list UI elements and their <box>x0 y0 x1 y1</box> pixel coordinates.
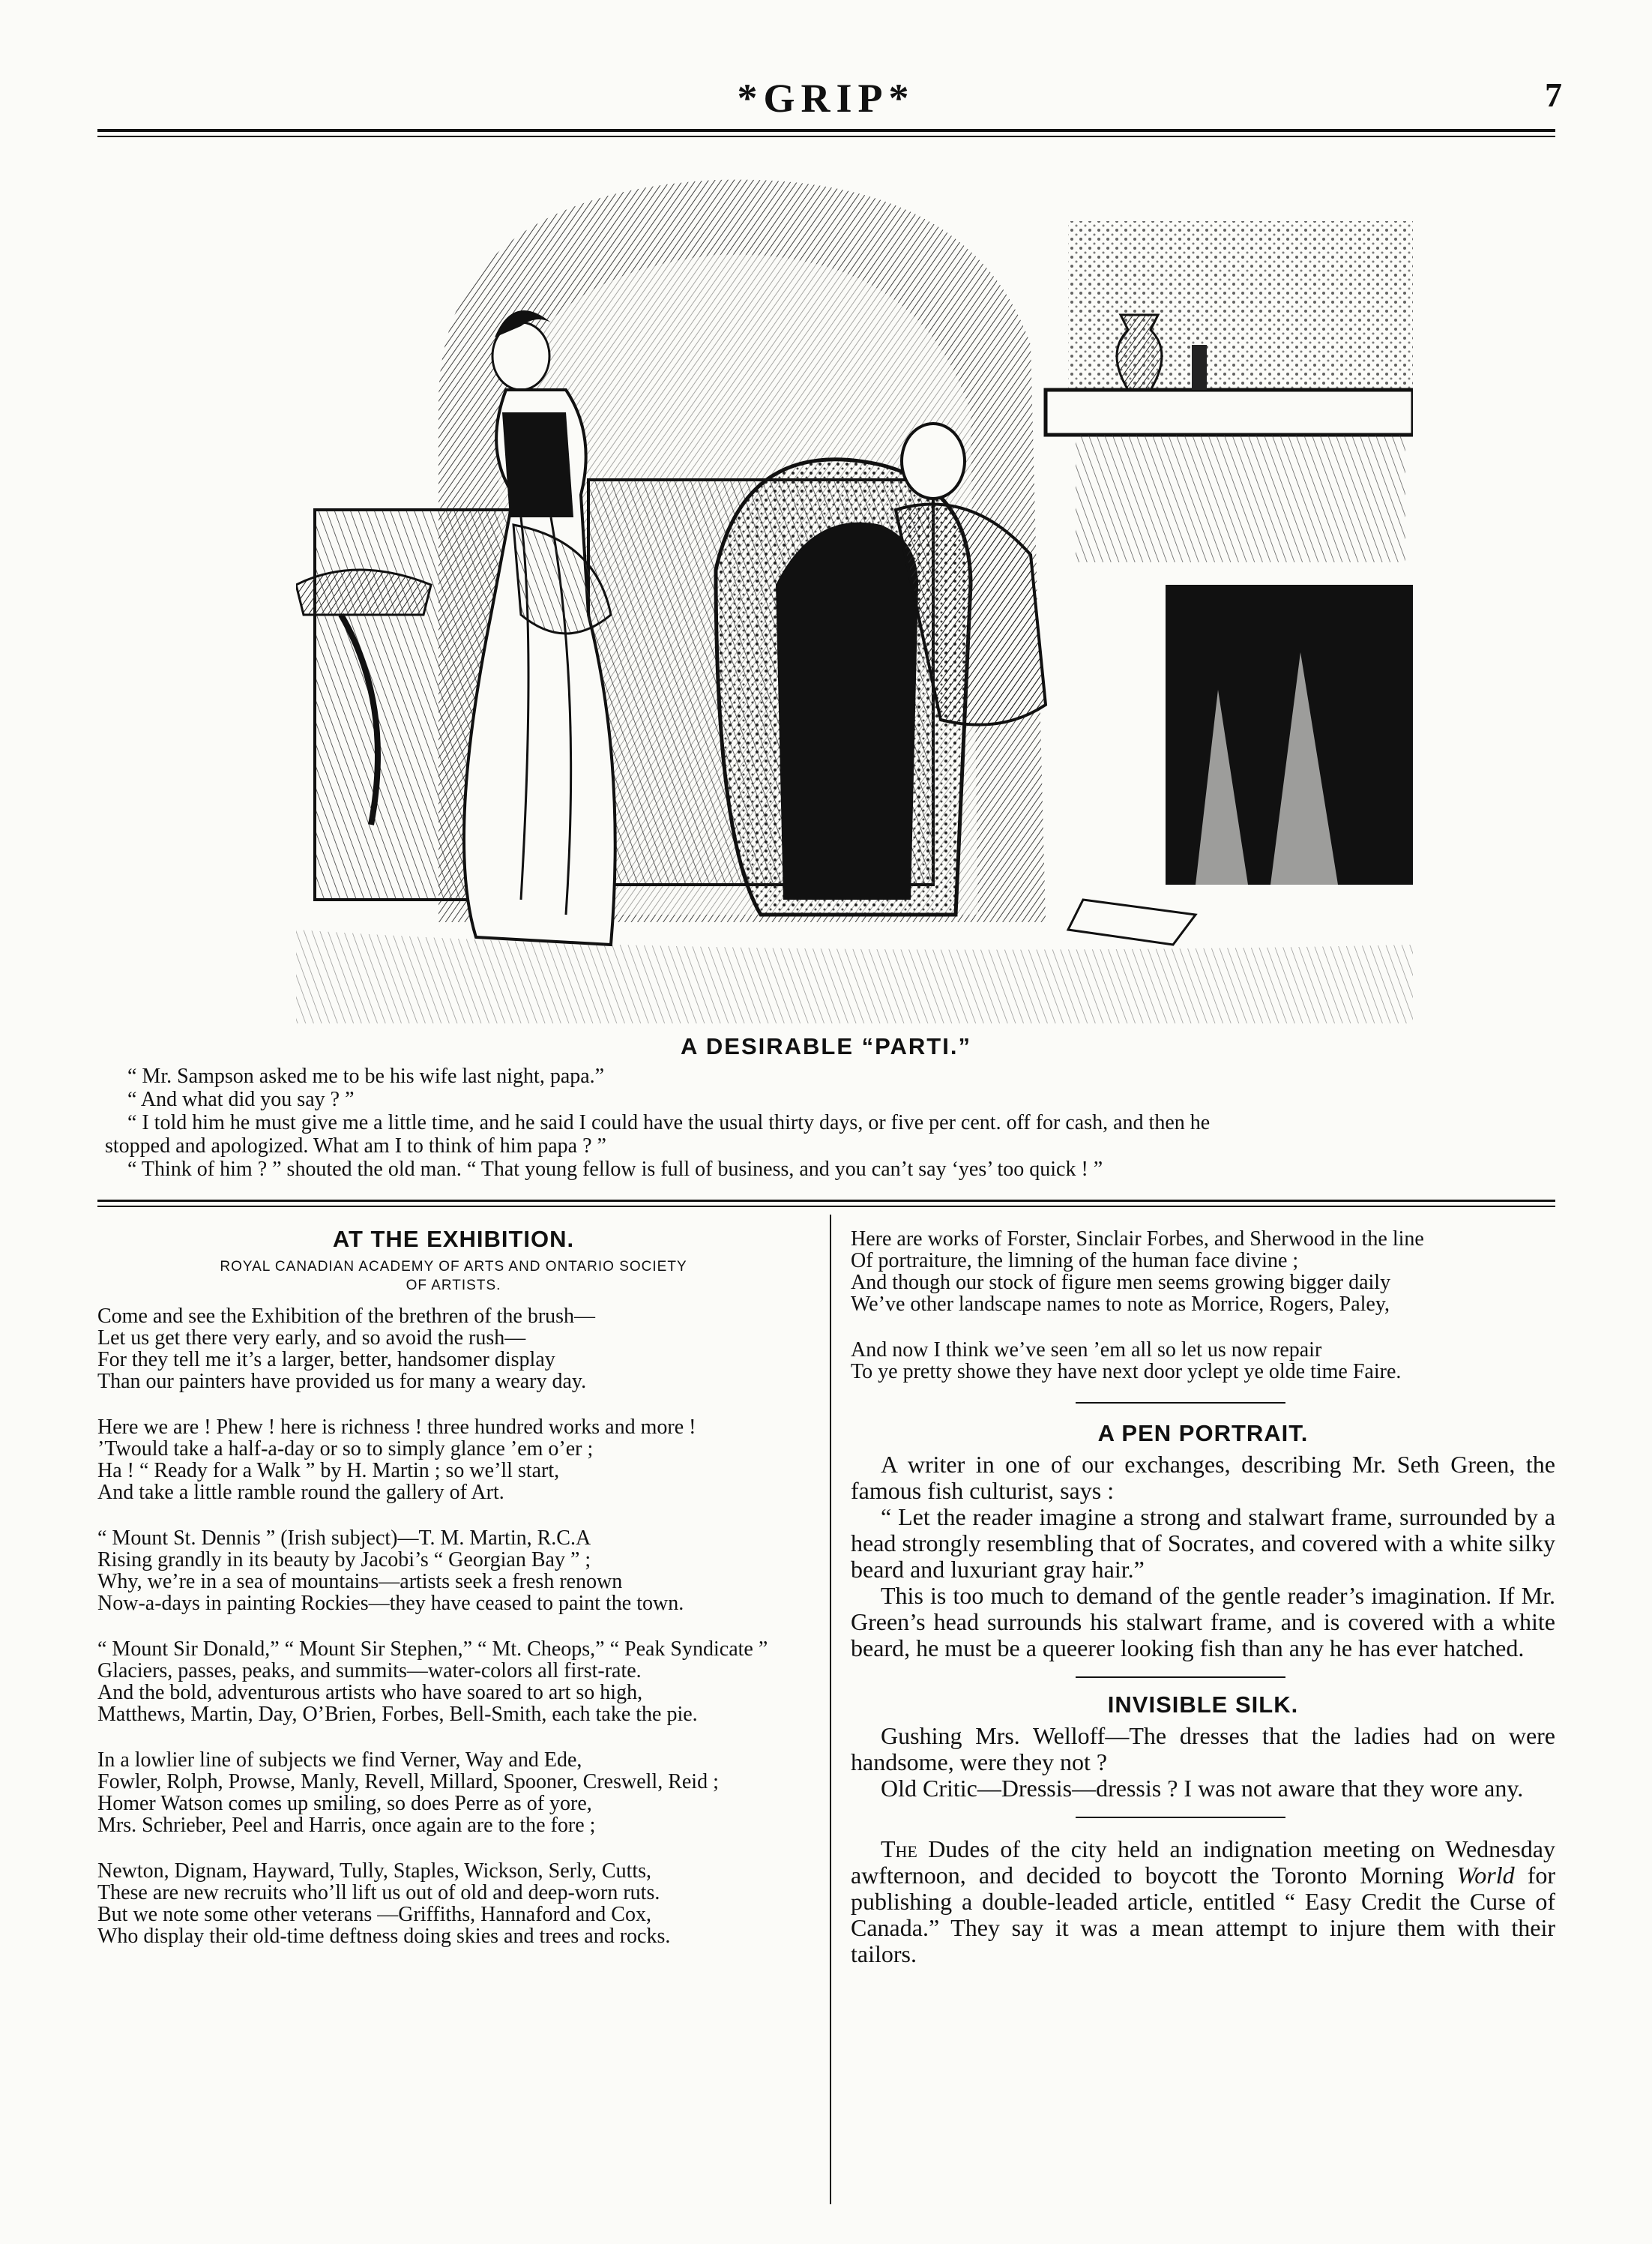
poem-line: And though our stock of figure men seems growing bigger daily <box>851 1271 1391 1294</box>
pen-portrait-paragraph: A writer in one of our exchanges, describing Mr. Seth Green, the famous fish culturist, says : <box>851 1451 1555 1504</box>
header-rule-thin <box>97 136 1555 137</box>
poem-line: Than our painters have provided us for many a weary day. <box>97 1370 587 1393</box>
poem-stanza <box>97 1860 810 1947</box>
pen-portrait-paragraph: This is too much to demand of the gentle reader’s imagination. If Mr. Green’s head surrounds his stalwart frame, and is covered with a white beard, he must be a queerer looking fish than any he has ever hatched. <box>851 1582 1555 1661</box>
poem-line: “ Mount Sir Donald,” “ Mount Sir Stephen,” “ Mt. Cheops,” “ Peak Syndicate ” <box>97 1637 768 1661</box>
engraving-illustration <box>296 165 1413 1023</box>
poem-line: “ Mount St. Dennis ” (Irish subject)—T. M. Martin, R.C.A <box>97 1526 591 1550</box>
poem-line: ’Twould take a half-a-day or so to simply glance ’em o’er ; <box>97 1437 594 1461</box>
pen-portrait-quote: “ Let the reader imagine a strong and stalwart frame, surrounded by a head strongly resembling that of Socrates, and covered with a white silky beard and luxuriant gray hair.” <box>851 1503 1555 1583</box>
masthead: *GRIP* <box>737 76 915 121</box>
invisible-silk-paragraph: Gushing Mrs. Welloff—The dresses that the ladies had on were handsome, were they not ? <box>851 1722 1555 1775</box>
article-divider <box>1076 1817 1285 1818</box>
newspaper-name: World <box>1456 1862 1515 1889</box>
poem-line: Who display their old-time deftness doing skies and trees and rocks. <box>97 1925 671 1948</box>
illustration-dialog <box>105 1065 1555 1181</box>
poem-continued-stanza <box>851 1339 1555 1383</box>
left-column <box>97 1228 810 1947</box>
poem-line: Newton, Dignam, Hayward, Tully, Staples, Wickson, Serly, Cutts, <box>97 1859 652 1883</box>
poem-line: And now I think we’ve seen ’em all so let us now repair <box>851 1338 1322 1362</box>
poem-stanza <box>97 1416 810 1503</box>
poem-line: We’ve other landscape names to note as Morrice, Rogers, Paley, <box>851 1293 1390 1316</box>
invisible-silk-paragraph: Old Critic—Dressis—dressis ? I was not aware that they wore any. <box>881 1775 1524 1802</box>
section-rule-thick <box>97 1200 1555 1202</box>
article-divider <box>1076 1676 1285 1678</box>
poem-line: And the bold, adventurous artists who have soared to art so high, <box>97 1681 643 1704</box>
invisible-silk-title: INVISIBLE SILK. <box>1107 1691 1299 1718</box>
article-divider <box>1076 1402 1285 1404</box>
poem-stanza <box>97 1638 810 1725</box>
dudes-text: for publishing a double-leaded article, entitled “ Easy Credit the Curse of Canada.” They say it was a mean attempt to injure them with their tailors. <box>851 1862 1556 1967</box>
poem-line: And take a little ramble round the gallery of Art. <box>97 1481 504 1504</box>
dudes-text: Dudes of the city held an indignation meeting on Wednesday awfternoon, and decided to boycott the Toronto Morning <box>851 1835 1555 1889</box>
exhibition-title: AT THE EXHIBITION. <box>332 1226 575 1252</box>
poem-line: Now-a-days in painting Rockies—they have ceased to paint the town. <box>97 1592 684 1615</box>
dialog-line: stopped and apologized. What am I to think of him papa ? ” <box>105 1134 606 1158</box>
poem-stanza <box>97 1527 810 1614</box>
exhibition-subtitle: ROYAL CANADIAN ACADEMY OF ARTS AND ONTARIO SOCIETY <box>220 1259 687 1275</box>
poem-stanza <box>97 1749 810 1836</box>
dialog-line: “ Think of him ? ” shouted the old man. “ That young fellow is full of business, and you can’t say ‘yes’ too quick ! ” <box>127 1158 1103 1181</box>
poem-line: Why, we’re in a sea of mountains—artists seek a fresh renown <box>97 1570 623 1593</box>
poem-stanza <box>97 1305 810 1392</box>
poem-line: Rising grandly in its beauty by Jacobi’s “ Georgian Bay ” ; <box>97 1548 591 1571</box>
page-number: 7 <box>1545 76 1562 114</box>
dialog-line: “ And what did you say ? ” <box>127 1088 355 1111</box>
poem-line: But we note some other veterans —Griffiths, Hannaford and Cox, <box>97 1903 651 1926</box>
poem-line: Here are works of Forster, Sinclair Forbes, and Sherwood in the line <box>851 1227 1424 1251</box>
poem-line: Matthews, Martin, Day, O’Brien, Forbes, Bell-Smith, each take the pie. <box>97 1703 698 1726</box>
column-divider <box>830 1215 831 2204</box>
dialog-line: “ I told him he must give me a little time, and he said I could have the usual thirty days, or five per cent. off for cash, and then he <box>127 1111 1211 1134</box>
poem-line: Here we are ! Phew ! here is richness ! three hundred works and more ! <box>97 1416 696 1439</box>
poem-line: Ha ! “ Ready for a Walk ” by H. Martin ; so we’ll start, <box>97 1459 560 1482</box>
poem-line: To ye pretty showe they have next door yclept ye olde time Faire. <box>851 1360 1402 1383</box>
poem-continued-stanza <box>851 1228 1555 1315</box>
right-column <box>851 1228 1555 1967</box>
poem-line: Glaciers, passes, peaks, and summits—water-colors all first-rate. <box>97 1659 642 1682</box>
header-rule-thick <box>97 129 1555 132</box>
poem-line: These are new recruits who’ll lift us out of old and deep-worn ruts. <box>97 1881 660 1904</box>
poem-line: Come and see the Exhibition of the brethren of the brush— <box>97 1305 596 1328</box>
poem-line: Of portraiture, the limning of the human face divine ; <box>851 1249 1299 1272</box>
poem-line: Fowler, Rolph, Prowse, Manly, Revell, Millard, Spooner, Creswell, Reid ; <box>97 1770 719 1793</box>
dudes-lead: The <box>881 1835 917 1862</box>
poem-line: Mrs. Schrieber, Peel and Harris, once again are to the fore ; <box>97 1814 596 1837</box>
section-rule-thin <box>97 1206 1555 1207</box>
poem-line: Homer Watson comes up smiling, so does Perre as of yore, <box>97 1792 592 1815</box>
dialog-line: “ Mr. Sampson asked me to be his wife last night, papa.” <box>127 1065 605 1088</box>
exhibition-subtitle-2: OF ARTISTS. <box>406 1278 501 1293</box>
poem-line: In a lowlier line of subjects we find Verner, Way and Ede, <box>97 1748 582 1772</box>
dudes-paragraph <box>851 1836 1555 1967</box>
pen-portrait-title: A PEN PORTRAIT. <box>1097 1420 1309 1446</box>
illustration-caption-title: A DESIRABLE “PARTI.” <box>681 1033 971 1059</box>
poem-line: For they tell me it’s a larger, better, handsomer display <box>97 1348 555 1371</box>
poem-line: Let us get there very early, and so avoid the rush— <box>97 1326 526 1350</box>
